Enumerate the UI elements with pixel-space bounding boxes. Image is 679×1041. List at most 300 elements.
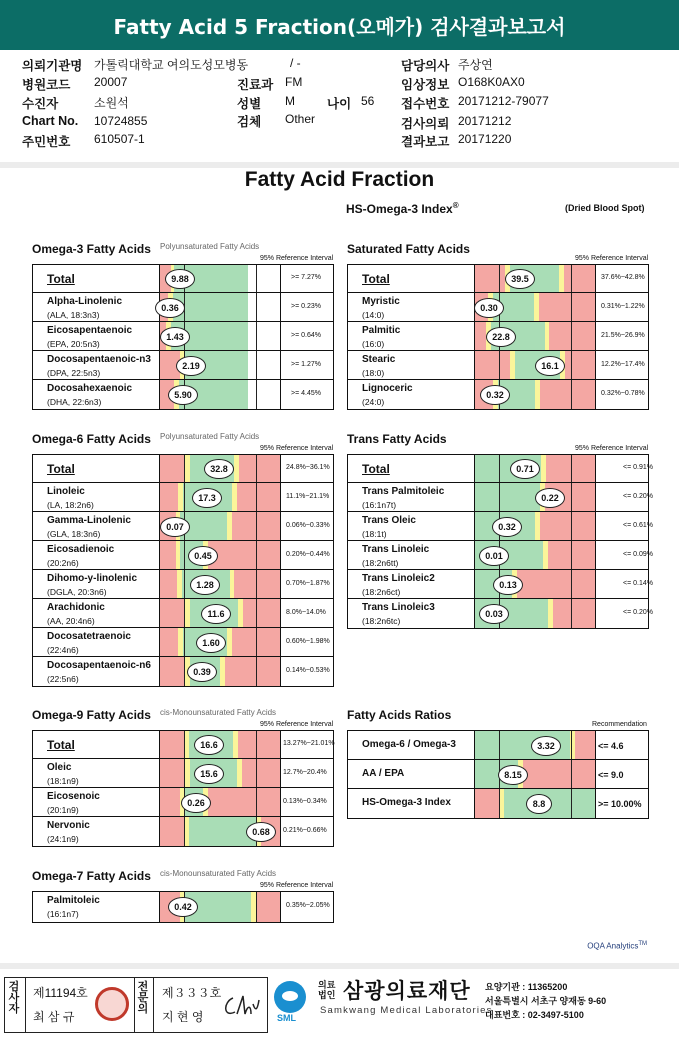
trans-row-abbrev: (18:1t) xyxy=(362,529,387,539)
omega7-reference-line xyxy=(256,892,257,922)
omega6-row-name: Dihomo-y-linolenic xyxy=(47,573,137,584)
omega6-range-bar xyxy=(159,657,281,686)
omega7-table xyxy=(32,891,334,923)
omega6-reference-range: 0.60%~1.98% xyxy=(286,638,330,645)
omega3-reference-range: >= 0.23% xyxy=(291,303,321,310)
saturated-row-abbrev: (14:0) xyxy=(362,310,385,320)
ratios-reference-line xyxy=(571,731,572,759)
address: 서울특별시 서초구 양재동 9-60 xyxy=(485,996,607,1006)
hospital-code-label: 병원코드 xyxy=(22,78,71,92)
divider xyxy=(134,978,135,1032)
omega7-subtitle: cis-Monounsaturated Fatty Acids xyxy=(160,869,277,878)
hs-omega3-title-text: HS-Omega-3 Index xyxy=(346,202,453,216)
saturated-reference-line xyxy=(571,322,572,350)
saturated-reference-line xyxy=(571,265,572,292)
omega6-reference-line xyxy=(256,512,257,540)
saturated-row xyxy=(348,322,648,351)
omega6-result-marker: 1.60 xyxy=(196,633,226,653)
omega7-row xyxy=(33,892,333,922)
omega6-reference-line xyxy=(256,599,257,627)
omega9-range-zone xyxy=(242,759,280,787)
phone: 대표번호 : 02-3497-5100 xyxy=(485,1010,584,1020)
trans-row xyxy=(348,483,653,512)
seal-stamp-icon xyxy=(95,987,129,1021)
omega3-row-abbrev: (EPA, 20:5n3) xyxy=(47,339,100,349)
clinical-info-value: O168K0AX0 xyxy=(458,75,525,89)
omega3-reference-label: 95% Reference Interval xyxy=(260,255,334,262)
omega6-row xyxy=(33,628,333,657)
saturated-row-name: Palmitic xyxy=(362,325,401,336)
omega6-reference-line xyxy=(184,570,185,598)
omega6-row xyxy=(33,512,333,541)
saturated-row-name: Total xyxy=(362,272,390,286)
omega6-row-name: Docosatetraenoic xyxy=(47,631,131,642)
omega9-reference-range: 13.27%~21.01% xyxy=(283,740,335,747)
omega6-reference-label: 95% Reference Interval xyxy=(260,445,334,452)
saturated-row xyxy=(348,293,648,322)
trans-reference-line xyxy=(499,483,500,511)
omega6-row-name: Linoleic xyxy=(47,486,85,497)
doctor-label: 담당의사 xyxy=(401,59,450,73)
omega9-reference-line xyxy=(184,731,185,758)
omega9-row xyxy=(33,759,333,788)
ratios-reference-line xyxy=(571,760,572,788)
omega6-reference-line xyxy=(184,541,185,569)
saturated-result-marker: 39.5 xyxy=(505,269,535,289)
omega3-row-name: Alpha-Linolenic xyxy=(47,296,122,307)
omega6-range-zone xyxy=(225,657,280,686)
trans-reference-range: <= 0.61% xyxy=(623,522,653,529)
ratios-result-marker: 3.32 xyxy=(531,736,561,756)
omega7-range-zone xyxy=(256,892,280,922)
ratios-reference-line xyxy=(499,789,500,818)
omega9-range-zone xyxy=(208,788,280,816)
examiner-name: 최 삼 규 xyxy=(33,1010,75,1024)
omega3-result-marker: 1.43 xyxy=(160,327,190,347)
omega3-row-name: Docosapentaenoic-n3 xyxy=(47,354,151,365)
saturated-range-zone xyxy=(564,265,595,292)
sample-type: (Dried Blood Spot) xyxy=(565,203,645,213)
signature-box xyxy=(4,977,268,1033)
report-title: Fatty Acid 5 Fraction(오메가) 검사결과보고서 xyxy=(0,0,679,50)
omega9-row xyxy=(33,817,333,846)
omega6-range-zone xyxy=(160,657,185,686)
omega3-row xyxy=(33,351,333,380)
omega6-reference-range: 8.0%~14.0% xyxy=(286,609,326,616)
ratios-range-zone xyxy=(475,789,499,818)
omega9-result-marker: 15.6 xyxy=(194,764,224,784)
sex-label: 성별 xyxy=(237,97,262,111)
ratios-reference-label: Recommendation xyxy=(592,721,647,728)
omega9-row-name: Eicosenoic xyxy=(47,791,100,802)
saturated-reference-range: 0.32%~0.78% xyxy=(601,390,645,397)
saturated-range-zone xyxy=(539,293,595,321)
ratios-reference-line xyxy=(571,789,572,818)
saturated-range-zone xyxy=(565,351,595,379)
omega6-reference-range: 11.1%~21.1% xyxy=(286,493,330,500)
request-date-label: 검사의뢰 xyxy=(401,117,450,131)
omega3-reference-line xyxy=(256,265,257,292)
omega3-row-name: Total xyxy=(47,272,75,286)
accession-value: 20171212-79077 xyxy=(458,94,549,108)
omega6-range-zone xyxy=(208,541,280,569)
omega3-result-marker: 9.88 xyxy=(165,269,195,289)
omega6-result-marker: 0.45 xyxy=(188,546,218,566)
saturated-row xyxy=(348,351,648,380)
trans-row-name: Trans Linoleic xyxy=(362,544,430,555)
omega6-reference-range: 0.14%~0.53% xyxy=(286,667,330,674)
omega6-result-marker: 0.07 xyxy=(160,517,190,537)
ratios-result-marker: 8.8 xyxy=(526,794,552,814)
omega6-reference-range: 24.8%~36.1% xyxy=(286,464,330,471)
department-label: 진료과 xyxy=(237,78,274,92)
report-date-value: 20171220 xyxy=(458,132,512,146)
department-value: FM xyxy=(285,75,303,89)
resident-id-label: 주민번호 xyxy=(22,135,71,149)
omega3-row xyxy=(33,293,333,322)
sex-value: M xyxy=(285,94,295,108)
omega6-reference-line xyxy=(184,628,185,656)
omega6-range-bar xyxy=(159,570,281,598)
omega3-reference-range: >= 1.27% xyxy=(291,361,321,368)
omega6-row xyxy=(33,455,333,483)
omega9-row xyxy=(33,788,333,817)
sml-text: SML xyxy=(277,1013,296,1023)
omega6-reference-line xyxy=(256,483,257,511)
trans-result-marker: 0.03 xyxy=(479,604,509,624)
trans-reference-line xyxy=(571,570,572,598)
saturated-row-abbrev: (24:0) xyxy=(362,397,385,407)
omega6-result-marker: 17.3 xyxy=(192,488,222,508)
oqa-text: OQA Analytics xyxy=(587,941,639,951)
ratios-row xyxy=(348,760,648,789)
ratios-reference-line xyxy=(499,731,500,759)
omega9-range-zone xyxy=(160,759,185,787)
omega6-range-bar xyxy=(159,541,281,569)
omega7-reference-label: 95% Reference Interval xyxy=(260,882,334,889)
trans-row xyxy=(348,541,653,570)
omega9-range-zone xyxy=(160,788,180,816)
ratios-row-name: Omega-6 / Omega-3 xyxy=(362,739,456,750)
saturated-reference-range: 12.2%~17.4% xyxy=(601,361,645,368)
trans-reference-range: <= 0.91% xyxy=(623,464,653,471)
trans-row-name: Total xyxy=(362,462,390,476)
trans-row-abbrev: (16:1n7t) xyxy=(362,500,397,510)
ratios-table xyxy=(347,730,649,819)
saturated-range-zone xyxy=(549,322,595,350)
saturated-reference-line xyxy=(499,351,500,379)
omega9-reference-range: 0.21%~0.66% xyxy=(283,827,327,834)
omega6-reference-range: 0.06%~0.33% xyxy=(286,522,330,529)
examiner-license: 제11194호 xyxy=(33,986,88,1000)
omega6-result-marker: 1.28 xyxy=(190,575,220,595)
specialist-name: 지 현 영 xyxy=(162,1010,204,1024)
omega6-reference-range: 0.20%~0.44% xyxy=(286,551,330,558)
omega3-table xyxy=(32,264,334,410)
org-name-english: Samkwang Medical Laboratories xyxy=(320,1005,493,1016)
trans-reference-line xyxy=(571,455,572,482)
clinical-info-label: 임상정보 xyxy=(401,78,450,92)
omega3-reference-range: >= 0.64% xyxy=(291,332,321,339)
omega6-row-abbrev: (GLA, 18:3n6) xyxy=(47,529,101,539)
omega6-range-zone xyxy=(160,455,185,482)
saturated-reference-range: 37.6%~42.8% xyxy=(601,274,645,281)
saturated-row-abbrev: (16:0) xyxy=(362,339,385,349)
oqa-analytics-logo xyxy=(587,941,647,951)
ratios-range-zone xyxy=(523,760,595,788)
request-date-value: 20171212 xyxy=(458,114,512,128)
omega7-row-abbrev: (16:1n7) xyxy=(47,909,79,919)
omega6-result-marker: 11.6 xyxy=(201,604,231,624)
patient-name-label: 수진자 xyxy=(22,97,59,111)
omega6-reference-line xyxy=(256,455,257,482)
omega6-row-abbrev: (20:2n6) xyxy=(47,558,79,568)
saturated-reference-line xyxy=(571,293,572,321)
omega3-title: Omega-3 Fatty Acids xyxy=(32,242,151,256)
trans-reference-line xyxy=(571,599,572,628)
trans-reference-line xyxy=(571,512,572,540)
omega3-row-name: Docosahexaenoic xyxy=(47,383,133,394)
omega9-reference-label: 95% Reference Interval xyxy=(260,721,334,728)
trans-range-zone xyxy=(553,599,595,628)
document-title: Fatty Acid Fraction xyxy=(244,168,435,191)
institution-label: 의뢰기관명 xyxy=(22,59,83,73)
omega3-result-marker: 5.90 xyxy=(168,385,198,405)
examiner-label: 검사자 xyxy=(8,981,20,1015)
omega3-reference-line xyxy=(256,351,257,379)
patient-name-value: 소원석 xyxy=(94,96,129,110)
trans-row xyxy=(348,455,653,483)
omega6-range-zone xyxy=(243,599,280,627)
omega6-range-zone xyxy=(234,570,280,598)
omega3-result-marker: 2.19 xyxy=(176,356,206,376)
trans-reference-range: <= 0.20% xyxy=(623,493,653,500)
omega9-row-abbrev: (20:1n9) xyxy=(47,805,79,815)
saturated-result-marker: 0.32 xyxy=(480,385,510,405)
saturated-range-bar xyxy=(474,265,596,292)
result-sheet xyxy=(0,168,679,963)
trans-row-name: Trans Oleic xyxy=(362,515,416,526)
omega7-title: Omega-7 Fatty Acids xyxy=(32,869,151,883)
trans-row-abbrev: (18:2n6tc) xyxy=(362,616,401,626)
omega3-reference-range: >= 4.45% xyxy=(291,390,321,397)
omega6-title: Omega-6 Fatty Acids xyxy=(32,432,151,446)
omega7-reference-range: 0.35%~2.05% xyxy=(286,902,330,909)
omega6-range-zone xyxy=(160,628,178,656)
omega9-row-name: Nervonic xyxy=(47,820,90,831)
trans-row xyxy=(348,570,653,599)
omega6-reference-line xyxy=(256,541,257,569)
ratios-row xyxy=(348,789,648,818)
omega7-row-name: Palmitoleic xyxy=(47,895,100,906)
sml-logo-icon xyxy=(272,977,308,1033)
divider xyxy=(153,978,154,1032)
omega9-reference-line xyxy=(256,788,257,816)
omega6-range-zone xyxy=(160,483,178,511)
omega9-result-marker: 0.68 xyxy=(246,822,276,842)
omega6-row-name: Arachidonic xyxy=(47,602,105,613)
omega6-reference-line xyxy=(184,599,185,627)
trans-reference-line xyxy=(571,541,572,569)
omega6-row xyxy=(33,570,333,599)
trans-row-name: Trans Linoleic2 xyxy=(362,573,435,584)
ratios-reference-range: <= 9.0 xyxy=(598,770,624,780)
omega9-reference-line xyxy=(256,731,257,758)
omega9-range-zone xyxy=(238,731,280,758)
ratios-range-bar xyxy=(474,760,596,788)
specimen-label: 검체 xyxy=(237,115,262,129)
trans-row xyxy=(348,599,653,628)
omega6-result-marker: 32.8 xyxy=(204,459,234,479)
omega6-row-abbrev: (AA, 20:4n6) xyxy=(47,616,95,626)
saturated-range-zone xyxy=(540,380,595,409)
omega6-reference-line xyxy=(184,483,185,511)
omega6-reference-line xyxy=(184,455,185,482)
age-value: 56 xyxy=(361,94,375,108)
footer xyxy=(0,969,679,1041)
trans-result-marker: 0.22 xyxy=(535,488,565,508)
omega6-table xyxy=(32,454,334,687)
omega9-row xyxy=(33,731,333,759)
accession-label: 접수번호 xyxy=(401,97,450,111)
saturated-title: Saturated Fatty Acids xyxy=(347,242,470,256)
saturated-row-abbrev: (18:0) xyxy=(362,368,385,378)
ratios-row-name: AA / EPA xyxy=(362,768,405,779)
institution-separator: / - xyxy=(290,56,301,70)
saturated-result-marker: 0.30 xyxy=(474,298,504,318)
chart-no-label: Chart No. xyxy=(22,114,79,128)
omega6-range-zone xyxy=(160,599,185,627)
hs-omega3-title xyxy=(346,201,459,216)
saturated-row-name: Myristic xyxy=(362,296,400,307)
omega6-row-abbrev: (DGLA, 20:3n6) xyxy=(47,587,107,597)
trans-reference-line xyxy=(571,483,572,511)
omega6-row-name: Total xyxy=(47,462,75,476)
trans-row-name: Trans Palmitoleic xyxy=(362,486,445,497)
saturated-row xyxy=(348,265,648,293)
trans-reference-label: 95% Reference Interval xyxy=(575,445,649,452)
omega9-result-marker: 16.6 xyxy=(194,735,224,755)
saturated-result-marker: 16.1 xyxy=(535,356,565,376)
institution-value: 가톨릭대학교 여의도성모병동 xyxy=(94,58,249,72)
omega6-range-zone xyxy=(160,541,176,569)
org-prefix: 의료 법인 xyxy=(318,980,336,1000)
omega6-range-zone xyxy=(239,455,280,482)
omega3-row-abbrev: (DHA, 22:6n3) xyxy=(47,397,102,407)
omega3-reference-line xyxy=(256,380,257,409)
resident-id-value: 610507-1 xyxy=(94,132,145,146)
omega9-row-name: Total xyxy=(47,738,75,752)
omega7-result-marker: 0.42 xyxy=(168,897,198,917)
omega3-result-marker: 0.36 xyxy=(155,298,185,318)
omega9-row-abbrev: (18:1n9) xyxy=(47,776,79,786)
org-name: 삼광의료재단 xyxy=(343,980,471,1003)
omega9-range-zone xyxy=(160,817,184,846)
saturated-row-name: Lignoceric xyxy=(362,383,413,394)
omega6-subtitle: Polyunsaturated Fatty Acids xyxy=(160,432,260,441)
saturated-reference-range: 0.31%~1.22% xyxy=(601,303,645,310)
omega6-reference-line xyxy=(256,628,257,656)
omega9-row-abbrev: (24:1n9) xyxy=(47,834,79,844)
omega6-row-name: Gamma-Linolenic xyxy=(47,515,131,526)
omega6-row-name: Eicosadienoic xyxy=(47,544,115,555)
ratios-result-marker: 8.15 xyxy=(498,765,528,785)
doctor-value: 주상연 xyxy=(458,58,493,72)
omega3-reference-range: >= 7.27% xyxy=(291,274,321,281)
trans-title: Trans Fatty Acids xyxy=(347,432,447,446)
saturated-result-marker: 22.8 xyxy=(486,327,516,347)
omega9-range-zone xyxy=(160,731,184,758)
trans-reference-line xyxy=(499,455,500,482)
report-date-label: 결과보고 xyxy=(401,135,450,149)
omega9-subtitle: cis-Monounsaturated Fatty Acids xyxy=(160,708,277,717)
omega6-range-zone xyxy=(237,483,280,511)
omega6-reference-line xyxy=(184,657,185,686)
saturated-reference-range: 21.5%~26.9% xyxy=(601,332,645,339)
trans-result-marker: 0.13 xyxy=(493,575,523,595)
saturated-reference-line xyxy=(571,380,572,409)
omega6-reference-line xyxy=(256,570,257,598)
specimen-value: Other xyxy=(285,112,316,126)
ratios-reference-range: <= 4.6 xyxy=(598,741,624,751)
saturated-row xyxy=(348,380,648,409)
saturated-range-zone xyxy=(475,351,510,379)
trans-result-marker: 0.71 xyxy=(510,459,540,479)
saturated-reference-label: 95% Reference Interval xyxy=(575,255,649,262)
omega9-title: Omega-9 Fatty Acids xyxy=(32,708,151,722)
trans-row-abbrev: (18:2n6ct) xyxy=(362,587,401,597)
trans-range-zone xyxy=(517,570,595,598)
saturated-reference-line xyxy=(499,265,500,292)
hospital-code-value: 20007 xyxy=(94,75,128,89)
omega6-range-zone xyxy=(160,570,177,598)
omega9-reference-range: 12.7%~20.4% xyxy=(283,769,327,776)
trans-result-marker: 0.01 xyxy=(479,546,509,566)
age-label: 나이 xyxy=(327,97,352,111)
omega6-reference-range: 0.70%~1.87% xyxy=(286,580,330,587)
saturated-range-zone xyxy=(475,265,505,292)
saturated-range-zone xyxy=(475,322,486,350)
omega3-row xyxy=(33,322,333,351)
trans-range-zone xyxy=(540,512,595,540)
saturated-table xyxy=(347,264,649,410)
omega9-reference-line xyxy=(184,817,185,846)
trans-reference-range: <= 0.09% xyxy=(623,551,653,558)
omega6-result-marker: 0.39 xyxy=(187,662,217,682)
trans-result-marker: 0.32 xyxy=(492,517,522,537)
omega6-row xyxy=(33,657,333,686)
omega9-reference-line xyxy=(256,759,257,787)
omega9-range-bar xyxy=(159,788,281,816)
specialist-label: 전문의 xyxy=(137,981,149,1015)
oqa-tm: TM xyxy=(638,941,647,947)
omega3-reference-line xyxy=(256,322,257,350)
omega6-row-abbrev: (LA, 18:2n6) xyxy=(47,500,94,510)
omega9-table xyxy=(32,730,334,847)
omega3-row xyxy=(33,265,333,293)
omega3-row-name: Eicosapentaenoic xyxy=(47,325,133,336)
omega6-row-abbrev: (22:4n6) xyxy=(47,645,79,655)
omega6-row xyxy=(33,541,333,570)
trans-row-abbrev: (18:2n6tt) xyxy=(362,558,399,568)
saturated-row-name: Stearic xyxy=(362,354,396,365)
omega3-row-abbrev: (DPA, 22:5n3) xyxy=(47,368,101,378)
ratios-row-name: HS-Omega-3 Index xyxy=(362,797,451,808)
institution-code: 요양기관 : 11365200 xyxy=(485,982,568,992)
registered-mark: ® xyxy=(452,201,459,210)
trans-table xyxy=(347,454,653,629)
trans-range-zone xyxy=(475,483,540,511)
